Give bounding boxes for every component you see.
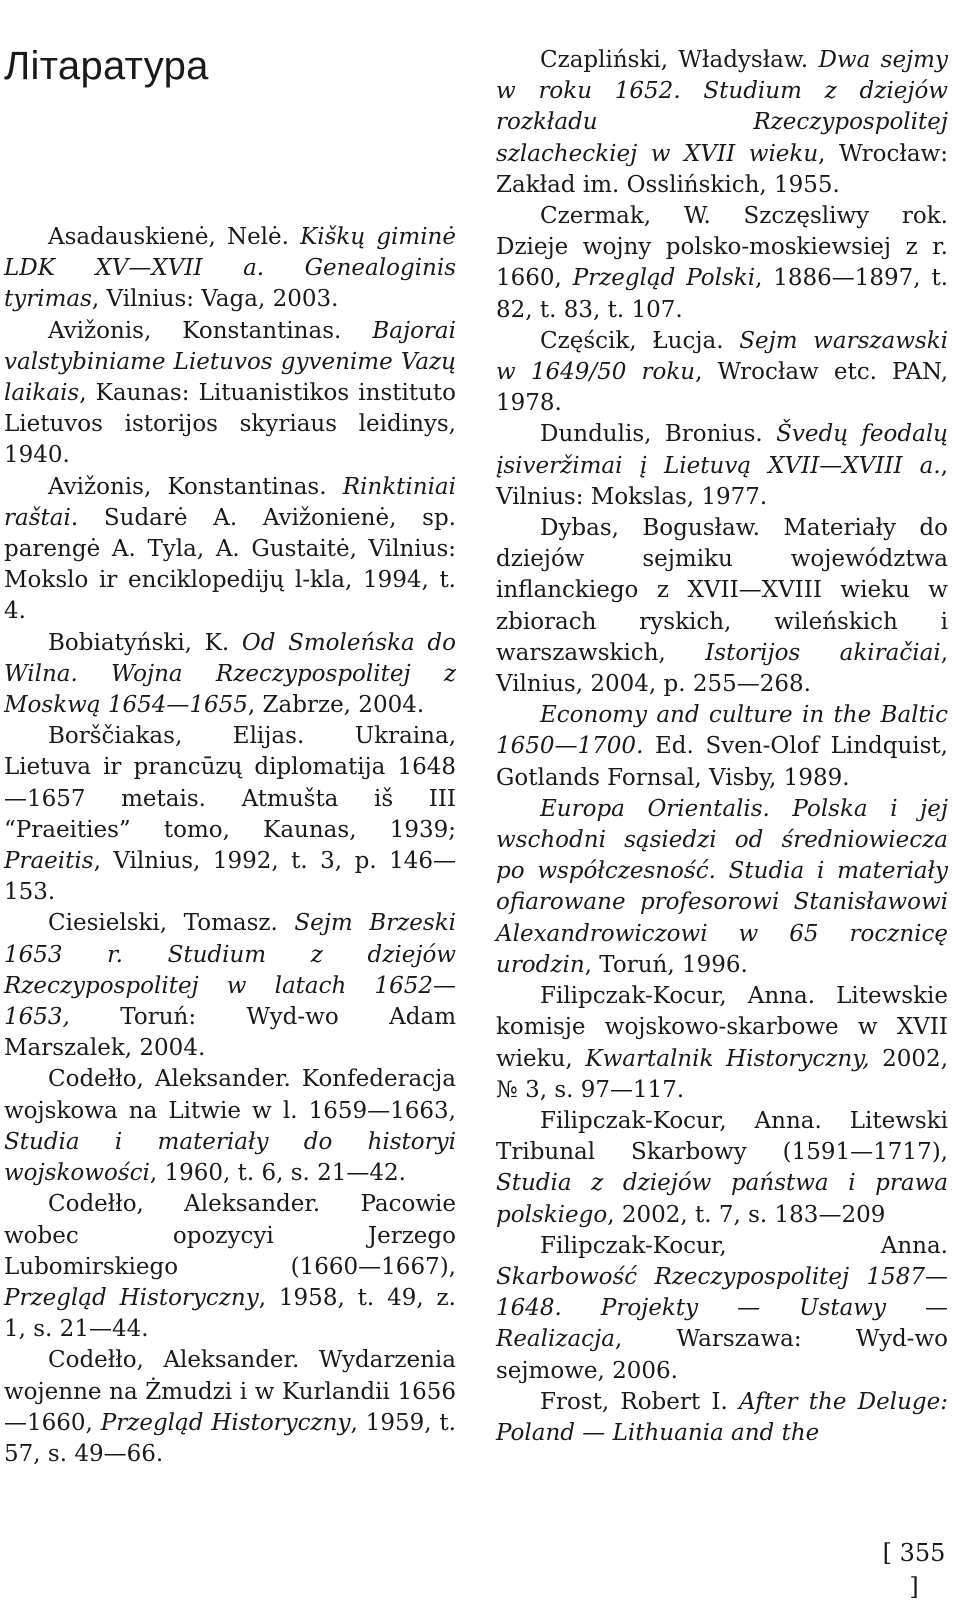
entry-details: , Vilnius: Vaga, 2003. bbox=[91, 286, 339, 313]
entry-author: Codełło, Aleksander. Pacowie wobec opozycyi Jerzego Lubomirskiego (1660—1667), bbox=[4, 1191, 456, 1280]
bibliography-entry bbox=[496, 45, 948, 201]
entry-author: Codełło, Aleksander. Konfederacja wojskowa na Litwie w l. 1659—1663, bbox=[4, 1066, 456, 1124]
bibliography-entry bbox=[496, 326, 948, 420]
bibliography-entry bbox=[4, 1064, 456, 1189]
entry-details: , Vilnius, 2004, p. 255—268. bbox=[496, 639, 948, 698]
entry-title: Studia z dziejów państwa i prawa polskiego bbox=[496, 1170, 948, 1228]
entry-details: , Vilnius: Mokslas, 1977. bbox=[496, 452, 948, 510]
entry-author: Avižonis, Konstantinas. bbox=[48, 317, 373, 344]
entry-author: Filipczak-Kocur, Anna. Litewskie komisje wojskowo-skarbowe w XVII wieku, bbox=[496, 983, 948, 1072]
bibliography-entry bbox=[4, 1345, 456, 1470]
entry-title: Studia i materiały do historyi wojskowości bbox=[4, 1128, 456, 1187]
entry-author: Filipczak-Kocur, Anna. bbox=[540, 1232, 948, 1259]
entry-title: Od Smoleńska do Wilna. Wojna Rzeczypospolitej z Moskwą 1654—1655 bbox=[4, 629, 456, 719]
entry-author: Borščiakas, Elijas. Ukraina, Lietuva ir prancūzų diplomatija 1648—1657 metais. Atmušta iš III “Praeities” tomo, Kaunas, 1939; bbox=[4, 723, 456, 843]
bibliography-entry bbox=[4, 721, 456, 908]
entry-details: 2002, № 3, s. 97—117. bbox=[496, 1045, 949, 1103]
entry-details: , Wrocław etc. PAN, 1978. bbox=[496, 359, 949, 417]
entry-details: . Sudarė A. Avižonienė, sp. parengė A. Tyla, A. Gustaitė, Vilnius: Mokslo ir enciklopedijų l-kla, 1994, t. 4. bbox=[4, 504, 456, 625]
entry-title: Rinktiniai raštai bbox=[4, 473, 456, 531]
bibliography-entry bbox=[496, 794, 948, 981]
entry-author: Częścik, Łucja. bbox=[540, 327, 740, 354]
entry-details: Ed. Sven-Olof Lindquist, Gotlands Fornsal, Visby, 1989. bbox=[496, 733, 948, 791]
entry-author: Dybas, Bogusław. Materiały do dziejów sejmiku województwa inflanckiego z XVII—XVIII wieku w zbiorach ryskich, wileńskich i warszawskich, bbox=[496, 515, 948, 666]
bibliography-entry bbox=[4, 222, 456, 316]
entry-author: Asadauskienė, Nelė. bbox=[48, 224, 301, 250]
entry-title: Švedų feodalų įsiveržimai į Lietuvą XVII—XVIII a. bbox=[496, 421, 948, 479]
bibliography-entry bbox=[496, 513, 948, 700]
entry-title: Sejm Brzeski 1653 r. Studium z dziejów Rzeczypospolitej w latach 1652—1653, bbox=[4, 910, 456, 1031]
bibliography-entry bbox=[496, 981, 948, 1106]
entry-title: Kwartalnik Historyczny, bbox=[585, 1045, 870, 1072]
entry-details: , 1960, t. 6, s. 21—42. bbox=[149, 1160, 406, 1187]
page-title: Літаратура bbox=[4, 44, 209, 88]
bibliography-entry bbox=[4, 316, 456, 472]
entry-details: , 1959, t. 57, s. 49—66. bbox=[4, 1409, 456, 1467]
entry-author: Codełło, Aleksander. Wydarzenia wojenne na Żmudzi i w Kurlandii 1656—1660, bbox=[4, 1347, 456, 1436]
bibliography-entry bbox=[4, 1189, 456, 1345]
entry-details: Toruń: Wyd-wo Adam Marszalek, 2004. bbox=[4, 1004, 456, 1062]
entry-details: , Wrocław: Zakład im. Osslińskich, 1955. bbox=[496, 140, 948, 198]
bibliography-entry bbox=[496, 419, 948, 513]
entry-title: Kiškų giminė LDK XV—XVII a. Genealoginis tyrimas bbox=[4, 224, 456, 313]
entry-title: Economy and culture in the Baltic 1650—1700. bbox=[496, 702, 948, 760]
entry-details: , Toruń, 1996. bbox=[584, 951, 748, 978]
entry-title: Dwa sejmy w roku 1652. Studium z dziejów rozkładu Rzeczypospolitej szlacheckiej w XVII wieku bbox=[496, 47, 948, 167]
entry-title: Przegląd Historyczny bbox=[100, 1409, 351, 1436]
bibliography-entry bbox=[496, 700, 948, 794]
entry-author: Dundulis, Bronius. bbox=[540, 421, 777, 448]
entry-details: , Zabrze, 2004. bbox=[247, 692, 425, 719]
bibliography-entry bbox=[4, 628, 456, 722]
entry-details: , 1958, t. 49, z. 1, s. 21—44. bbox=[4, 1284, 456, 1343]
entry-title: Istorijos akiračiai bbox=[705, 639, 941, 666]
entry-author: Filipczak-Kocur, Anna. Litewski Tribunal Skarbowy (1591—1717), bbox=[496, 1107, 948, 1166]
entry-details: , Warszawa: Wyd-wo sejmowe, 2006. bbox=[496, 1326, 948, 1384]
entry-author: Frost, Robert I. bbox=[540, 1388, 739, 1415]
entry-title: Przegląd Historyczny bbox=[4, 1284, 259, 1311]
entry-title: Skarbowość Rzeczypospolitej 1587—1648. Projekty — Ustawy — Realizacja bbox=[496, 1263, 948, 1353]
entry-title: Sejm warszawski w 1649/50 roku bbox=[496, 327, 948, 386]
entry-title: Praeitis bbox=[4, 848, 94, 875]
bibliography-entry bbox=[4, 472, 456, 628]
entry-title: Bajorai valstybiniame Lietuvos gyvenime Vazų laikais bbox=[4, 317, 456, 407]
entry-details: , 2002, t. 7, s. 183—209 bbox=[607, 1201, 886, 1228]
bibliography-column-right bbox=[496, 45, 948, 1449]
bibliography-entry bbox=[496, 1231, 948, 1387]
entry-details: , 1886—1897, t. 82, t. 83, t. 107. bbox=[496, 265, 949, 323]
bibliography-entry bbox=[496, 201, 948, 326]
bibliography-entry bbox=[496, 1106, 948, 1231]
entry-title: Europa Orientalis. Polska i jej wschodni sąsiedzi od średniowiecza po współczesność. Studia i materiały ofiarowane profesorowi Stanisławowi Alexandrowiczowi w 65 rocznicę urodzin bbox=[496, 795, 948, 978]
page-number: [ 355 ] bbox=[882, 1539, 946, 1601]
bibliography-entry bbox=[496, 1387, 948, 1449]
entry-author: Ciesielski, Tomasz. bbox=[48, 910, 295, 937]
bibliography-entry bbox=[4, 908, 456, 1064]
entry-author: Avižonis, Konstantinas. bbox=[48, 473, 343, 500]
entry-details: , Vilnius, 1992, t. 3, p. 146—153. bbox=[4, 848, 456, 906]
entry-title: After the Deluge: Poland — Lithuania and the bbox=[496, 1388, 948, 1446]
entry-author: Czapliński, Władysław. bbox=[540, 47, 819, 73]
entry-details: , Kaunas: Lituanistikos instituto Lietuvos istorijos skyriaus leidinys, 1940. bbox=[4, 380, 456, 469]
entry-title: Przegląd Polski bbox=[572, 265, 756, 292]
entry-author: Czermak, W. Szczęsliwy rok. Dzieje wojny polsko-moskiewsiej z r. 1660, bbox=[496, 203, 948, 292]
entry-author: Bobiatyński, K. bbox=[48, 629, 242, 656]
bibliography-column-left bbox=[4, 222, 456, 1470]
